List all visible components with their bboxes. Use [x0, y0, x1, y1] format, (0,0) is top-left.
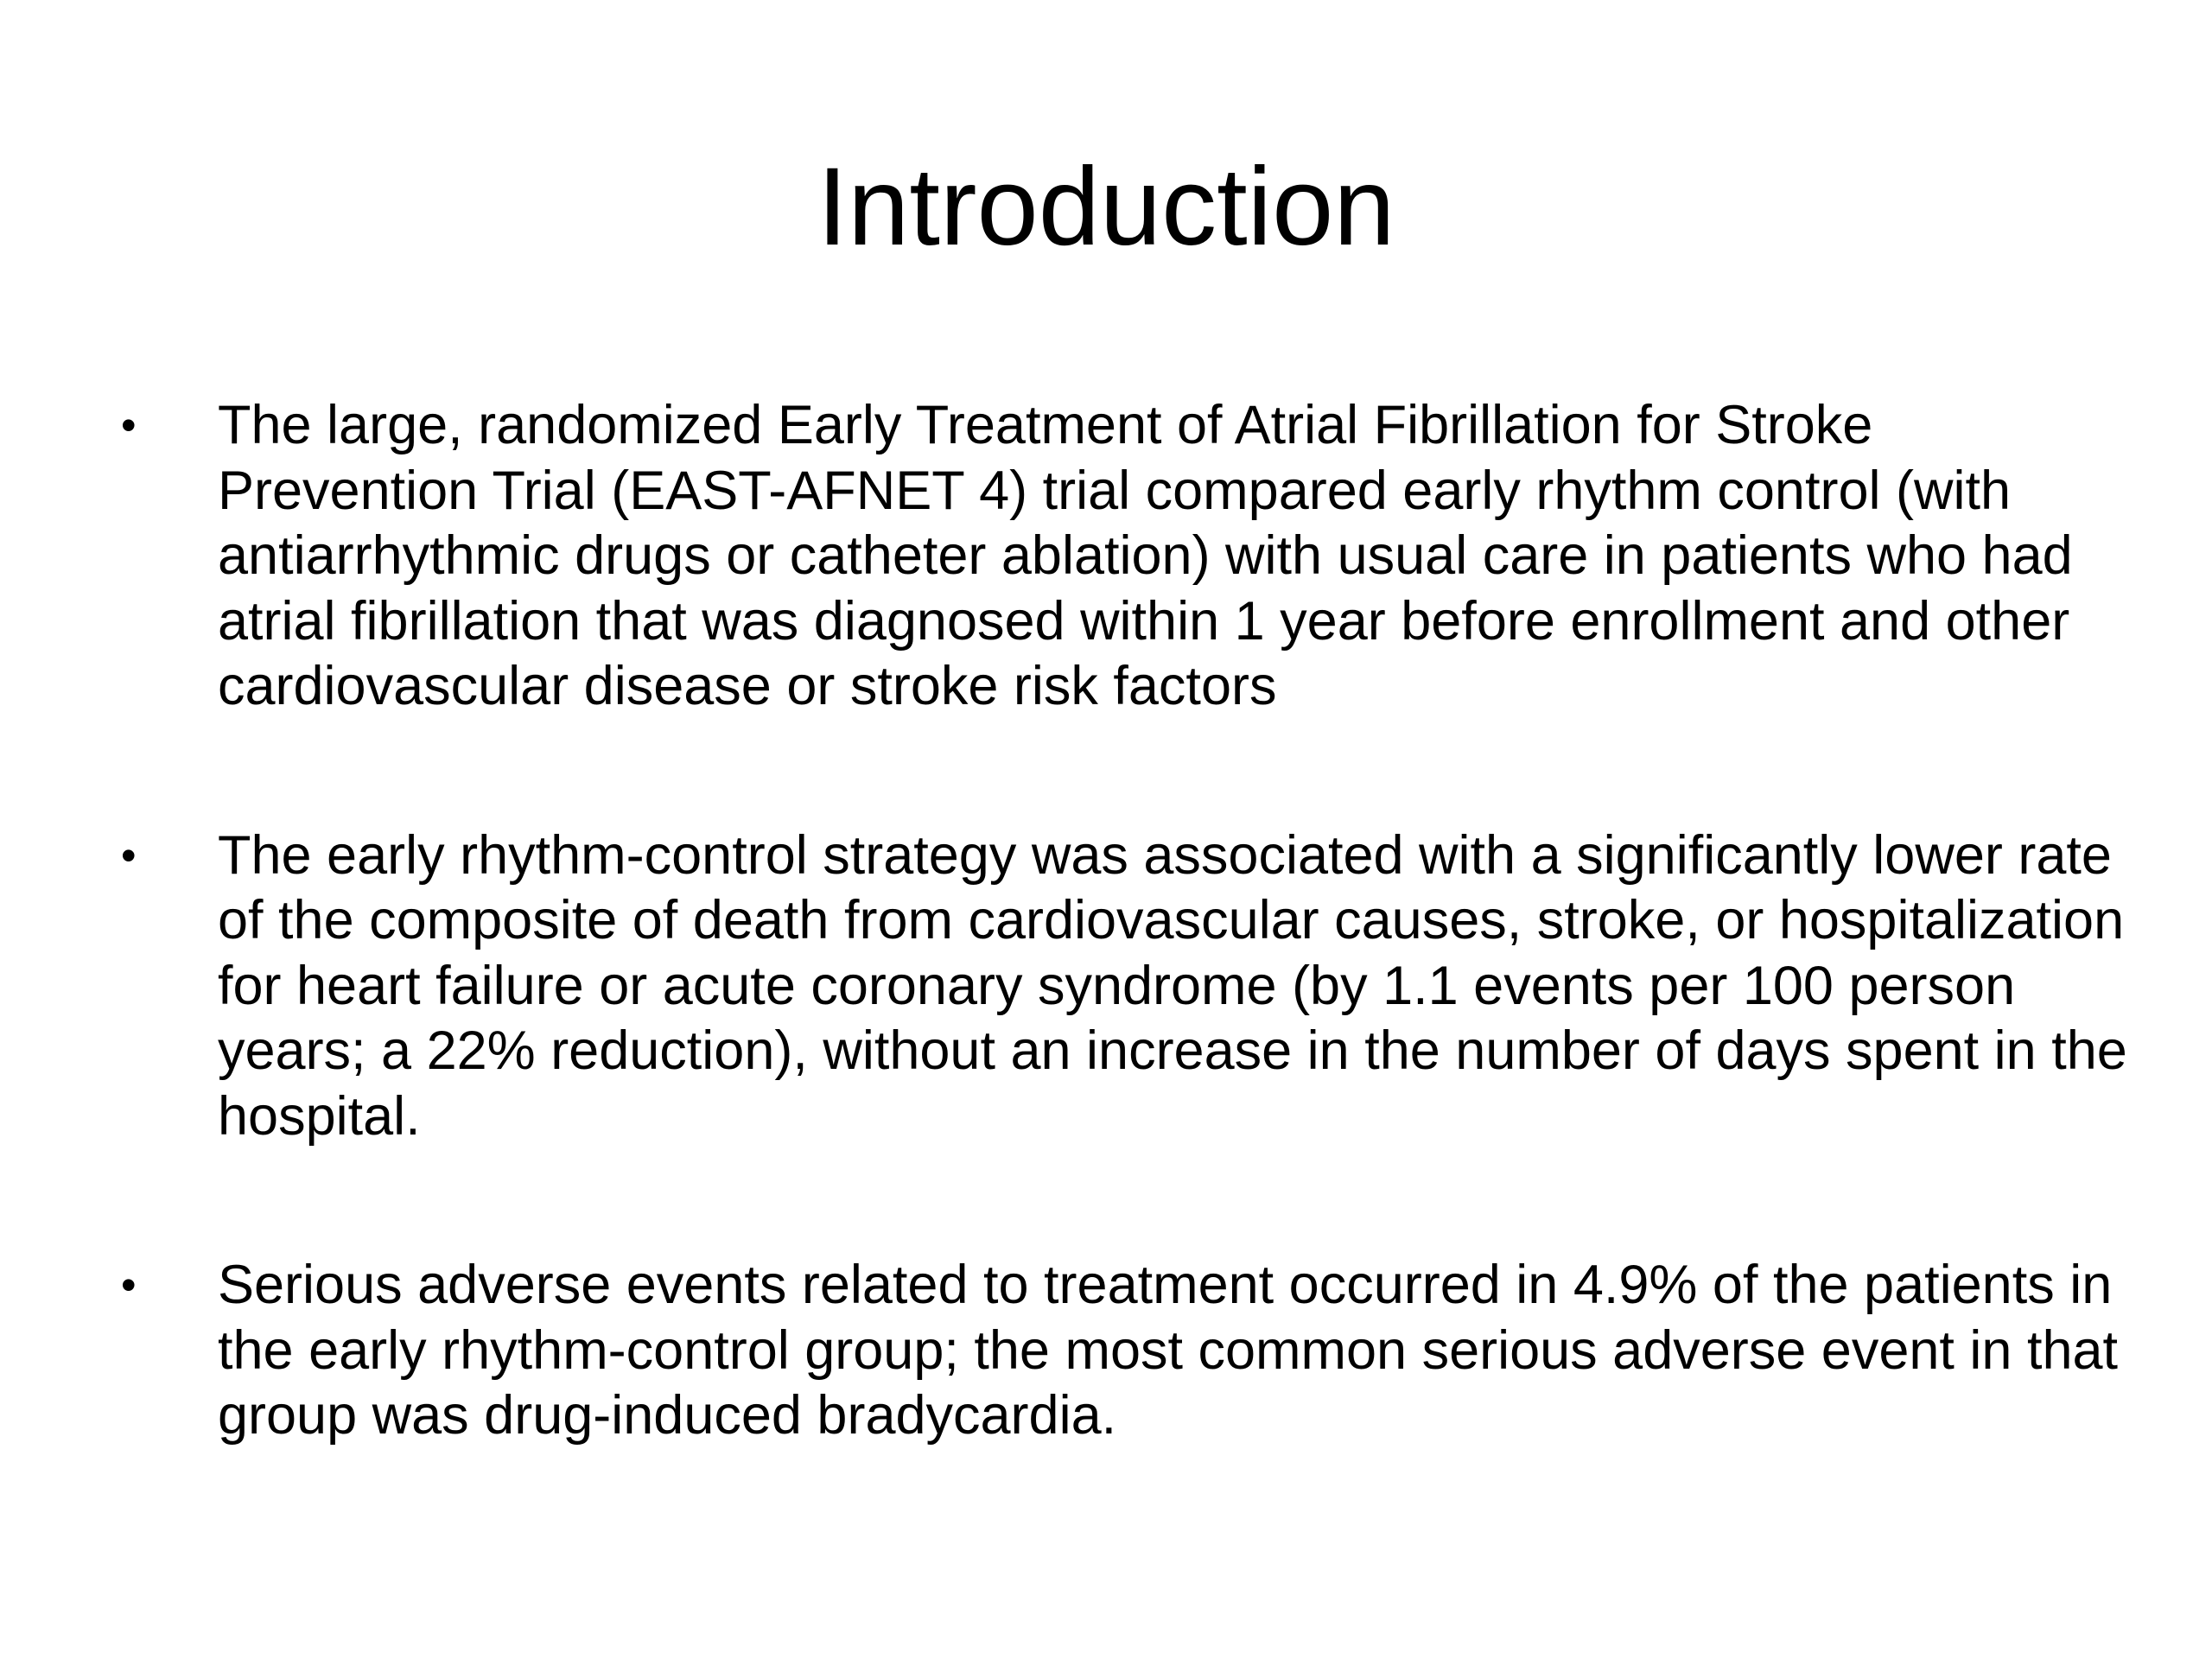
- slide-title: Introduction: [817, 145, 1395, 269]
- bullet-item: [121, 1253, 2143, 1449]
- bullet-dot-icon: •: [121, 401, 137, 449]
- bullet-list: [121, 393, 2143, 1449]
- bullet-text: The large, randomized Early Treatment of Atrial Fibrillation for Stroke Prevention Trial (EAST-AFNET 4) trial compared early rhythm control (with antiarrhythmic drugs or catheter ablation) with usual care in patients who had atrial fibrillation that was diagnosed within 1 year before enrollment and other cardiovascular disease or stroke risk factors: [218, 395, 2073, 716]
- bullet-item: [121, 823, 2143, 1150]
- bullet-dot-icon: •: [121, 1261, 137, 1309]
- bullet-text: Serious adverse events related to treatment occurred in 4.9% of the patients in the early rhythm-control group; the most common serious adverse event in that group was drug-induced bradycardia.: [218, 1255, 2119, 1446]
- bullet-text: The early rhythm-control strategy was associated with a significantly lower rate of the composite of death from cardiovascular causes, stroke, or hospitalization for heart failure or acute coronary syndrome (by 1.1 events per 100 person years; a 22% reduction), without an increase in the number of days spent in the hospital.: [218, 824, 2127, 1147]
- bullet-item: [121, 393, 2143, 720]
- bullet-dot-icon: •: [121, 830, 137, 880]
